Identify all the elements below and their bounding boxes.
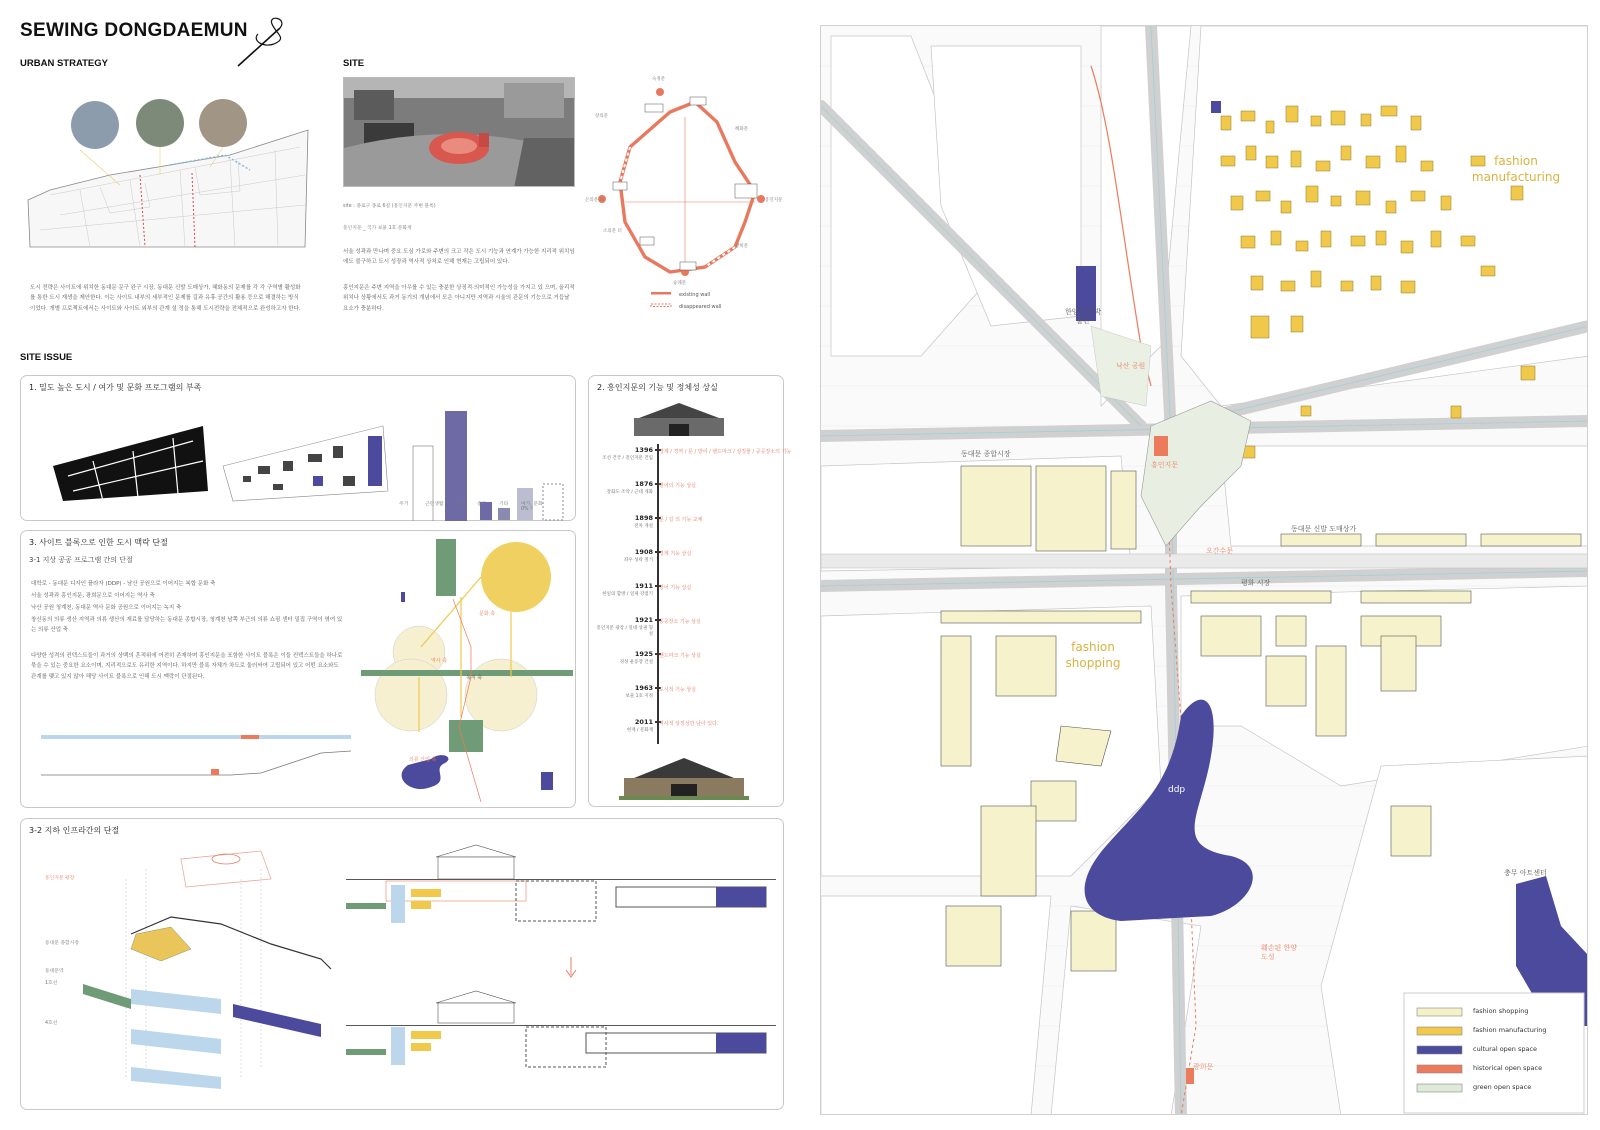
wall-label-suksung: 숙정문 (652, 77, 666, 82)
city-wall-diagram (585, 72, 795, 322)
legend-label-fashion-shopping: fashion shopping (1473, 1007, 1529, 1015)
wall-label-donuimun: 돈의문 터 (585, 198, 604, 203)
timeline-description: 방어 기능 상실 (659, 585, 692, 591)
site-photo (343, 77, 575, 187)
timeline-year: 1396 (634, 446, 653, 454)
timeline-year: 1963 (634, 684, 653, 692)
legend-label-cultural-open-space: cultural open space (1473, 1045, 1538, 1053)
existing-wall-label: existing wall (679, 292, 711, 298)
axis-diagram (361, 537, 573, 805)
timeline-event: 좌우 성곽 철거 (624, 558, 653, 563)
density-diagrams (43, 406, 573, 521)
underground-label-4: 1호선 (45, 981, 58, 986)
label-gwanghuimun: 광희문 (1193, 1063, 1214, 1071)
timeline-row (589, 582, 769, 612)
timeline-year: 1898 (634, 514, 653, 522)
axis-culture-text: 대학로 - 동대문 디자인 플라자 (DDP) - 남산 공원으로 이어지는 복합 문화 축 (31, 581, 216, 587)
label-museum: 한양도성 박물관 (1064, 308, 1102, 326)
axis-history-text: 서울 성곽과 흥인지문, 광희문으로 이어지는 역사 축 (31, 593, 155, 599)
axis-label-culture: 문화 축 (479, 611, 496, 617)
legend-swatch-historical-open-space (1417, 1065, 1462, 1073)
legend-swatch-green-open-space (1417, 1084, 1462, 1092)
axis-fashion-text: 창신동의 의류 생산 지역과 의류 생산의 재료를 담당하는 동대문 종합시장, 청계천 남쪽 부근의 의류 쇼핑 센터 밀집 구역이 엮여 있는 의류 산업 축 (31, 617, 343, 634)
panel-context-disconnection (20, 530, 576, 808)
timeline-description: 공공장소 기능 상실 (659, 619, 701, 625)
wall-label-hyehwamun: 혜화문 (735, 127, 749, 132)
panel-underground (20, 818, 784, 1110)
label-ddp: ddp (1168, 785, 1186, 795)
gate-drawing-bottom (619, 754, 749, 800)
underground-label-2: 동대문 종합시장 (45, 941, 79, 946)
urban-strategy-heading: URBAN STRATEGY (20, 58, 108, 69)
underground-sections (346, 827, 776, 1107)
panel-3-subtitle: 3-1 지상 공공 프로그램 간의 단절 (29, 556, 133, 564)
timeline-row (589, 718, 769, 748)
label-ogansu: 오간수문 (1206, 547, 1234, 555)
panel-density (20, 375, 576, 521)
site-para-1: 서울 성곽과 만나며 중요 도심 가로와 주변의 크고 작은 도시 기능과 연계가 가능한 지리적 위치임에도 불구하고 도시 성장과 역사적 상처로 인해 현재는 고립되어 있다. (343, 249, 575, 266)
site-para-2: 흥인지문은 주변 지역을 아우를 수 있는 충분한 상징적·의미적인 가능성을 가지고 있 으며, 올리적 위치나 상황에서도 과거 동기의 개념에서 모은 아니지만 지역과 시울의 관문의 기능으로 거듭날 요소가 충분하다. (343, 285, 575, 312)
timeline-event: 강화도 조약 / 근대 개화 (606, 490, 653, 495)
axis-green-text: 낙산 공원 청계천, 동대문 역사 문화 공원으로 이어지는 녹지 축 (31, 605, 182, 611)
legend-swatch-fashion-shopping (1417, 1008, 1462, 1016)
label-hyehwa-wall: 훼손된 한양 도성 (1261, 944, 1298, 962)
bar-label-office: 업무 (458, 502, 468, 507)
timeline-row (589, 684, 769, 714)
wall-label-gwanghuimun: 광희문 (735, 244, 749, 249)
site-heading: SITE (343, 58, 365, 69)
site-line: site : 종로구 종로 6길 (흥인지문 주변 블록) (343, 204, 436, 209)
wall-label-souimun: 소의문 터 (603, 229, 622, 234)
timeline-year: 1908 (634, 548, 653, 556)
timeline-description: 도시적 기능 상실 (659, 687, 696, 693)
timeline-year: 1911 (634, 582, 653, 590)
legend-label-historical-open-space: historical open space (1473, 1064, 1543, 1072)
heritage-line: 흥인지문 _ 국가 보물 1호 문화재 (343, 226, 412, 231)
bar-label-neighborhood: 근린생활 (425, 502, 444, 507)
timeline-event: 흥인지문 광장 / 일대 상권 형성 (596, 626, 653, 637)
underground-label-1: 흥인지문 광장 (45, 876, 75, 881)
panel-identity-loss (588, 375, 792, 807)
bar-label-leisure: 여가, 문화 0% ! (521, 502, 543, 512)
axis-label-green: 녹지 축 (466, 675, 483, 681)
panel-3-title: 3. 사이트 블록으로 인한 도시 맥락 단절 (29, 538, 168, 547)
panel-1-title: 1. 밀도 높은 도시 / 여가 및 문화 프로그램의 부족 (29, 383, 202, 392)
legend-swatch-cultural-open-space (1417, 1046, 1462, 1054)
label-general-market: 동대문 종합시장 (961, 450, 1011, 458)
strategy-text: 도시 전략은 사이트에 위치한 동대문 문구 완구 시장, 동대문 신발 도매상가, 혜화동의 문제를 각 각 구역별 활성화를 통한 도시 재생을 제안한다. 이는 사이트 내부의 세부적인 문제를 길과 유휴 공간의 활용 등으로 해결하는 방식이었다. 개별 프로젝트에서는 사이트와 사이트 외부의 관계 설 정을 통해 도시전략을 전체적으로 완성하고자 한다. (30, 285, 301, 312)
axis-label-history: 역사 축 (431, 658, 448, 664)
disappeared-wall-label: disappeared wall (679, 304, 722, 310)
timeline-row (589, 616, 769, 646)
legend-label-green-open-space: green open space (1473, 1083, 1532, 1091)
timeline-description: 역사적 상징성만 남아 있다. (659, 721, 719, 727)
wall-label-sungnyemun: 숭례문 (673, 281, 687, 286)
underground-label-5: 4호선 (45, 1021, 58, 1026)
label-shoe-market: 동대문 신발 도매상가 (1291, 525, 1357, 533)
timeline-year: 1921 (634, 616, 653, 624)
urban-strategy-drawing (20, 95, 320, 265)
timeline-row (589, 514, 769, 544)
axis-label-fashion: 의류 산업 축 (409, 757, 437, 763)
label-naksan: 낙산 공원 (1116, 362, 1146, 370)
timeline-description: 문 / 길 의 기능 교체 (659, 517, 703, 523)
needle-icon (232, 10, 292, 72)
street-photo-2 (136, 99, 184, 147)
timeline-year: 1876 (634, 480, 653, 488)
underground-label-3: 동대문역 (45, 969, 64, 974)
label-fashion-shopping: fashion shopping (1065, 640, 1121, 670)
timeline-event: 보물 1호 지정 (625, 694, 653, 699)
timeline-description: 랜드마크 기능 상실 (659, 653, 701, 659)
bar-label-housing: 주거 (399, 502, 409, 507)
label-pyeonghwa: 평화 시장 (1241, 579, 1271, 587)
wall-label-heunginjimun: 흥인지문 (765, 198, 783, 203)
street-photo-3 (199, 99, 247, 147)
timeline-description: 경계 기능 상실 (659, 551, 692, 557)
gate-drawing-top (629, 398, 729, 438)
timeline-row (589, 480, 769, 510)
master-plan-map (820, 25, 1588, 1115)
label-heunginjimun: 흥인지문 (1151, 461, 1179, 469)
timeline-year: 1925 (634, 650, 653, 658)
poster-title: SEWING DONGDAEMUN (20, 20, 248, 41)
street-photo-1 (71, 101, 119, 149)
timeline-event: 경성 운동장 건설 (619, 660, 653, 665)
timeline-row (589, 548, 769, 578)
timeline-event: 조선 건국 / 흥인지문 건립 (602, 456, 653, 461)
timeline-year: 2011 (634, 718, 653, 726)
panel-2-title: 2. 흥인지문의 기능 및 정체성 상실 (597, 383, 718, 392)
site-issue-heading: SITE ISSUE (20, 352, 73, 363)
timeline (589, 446, 792, 756)
context-paragraph: 다양한 성격의 컨텍스트들이 과거의 상백의 흔적위에 여전히 존재하며 흥인지문을 포함한 사이트 블록은 이들 컨텍스트들을 하나로 묶을 수 있는 중요한 요소이며, 지리적으로도 유리한 지역이다. 하지만 블록 자체가 차도로 둘러싸여 고립되어 있고 어떤 요소와도 관계를 맺고 있지 않아 해당 사이트 블록으로 인해 도시 맥락이 단절된다. (31, 653, 343, 680)
timeline-event: 전차 개설 (634, 524, 653, 529)
map-drawing (821, 26, 1588, 1115)
timeline-event: 한일의 합방 / 일제 강점기 (602, 592, 653, 597)
bar-label-etc: 기타 (499, 502, 509, 507)
timeline-row (589, 650, 769, 680)
timeline-description: 방어의 기능 상실 (659, 483, 696, 489)
wall-label-changuimun: 창의문 (595, 114, 609, 119)
panel-4-title: 3-2 지하 인프라간의 단절 (29, 826, 120, 835)
legend-swatch-fashion-manufacturing (1417, 1027, 1462, 1035)
label-chungmu: 충무 아트센터 (1504, 869, 1547, 877)
bar-label-religion: 종교 (477, 502, 487, 507)
street-section (31, 727, 356, 787)
label-fashion-manufacturing: fashion manufacturing (1471, 154, 1561, 184)
legend-label-fashion-manufacturing: fashion manufacturing (1473, 1026, 1547, 1034)
timeline-description: 경계 / 경역 / 문 / 방어 / 랜드마크 / 상징물 / 공공장소의 기능 (659, 449, 792, 455)
timeline-row (589, 446, 792, 476)
timeline-event: 현재 / 문화재 (626, 728, 653, 733)
